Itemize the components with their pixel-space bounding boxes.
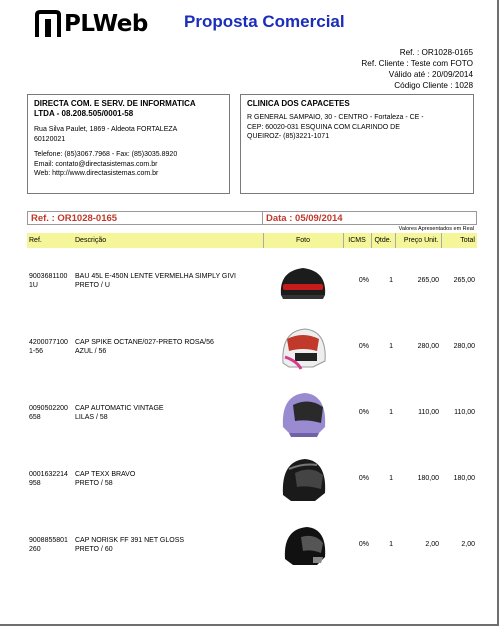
cell-text: LILAS / 58 (75, 414, 108, 421)
cell-text: 4200077100 (29, 338, 68, 346)
cell-desc (73, 512, 263, 578)
cell-preco: 265,00 (417, 277, 439, 285)
company-phones: Telefone: (85)3067.7968 - Fax: (85)3035.8920 (34, 151, 178, 158)
cell-text: AZUL / 56 (75, 348, 107, 355)
cell-photo (263, 380, 343, 446)
table-row (27, 512, 477, 578)
cell-photo (263, 512, 343, 578)
valid-until: Válido até : 20/09/2014 (388, 70, 473, 79)
cell-total: 280,00 (453, 343, 475, 351)
table-row (27, 446, 477, 512)
cell-preco: 110,00 (418, 409, 439, 417)
client-box (240, 94, 474, 194)
cell-text: 260 (29, 546, 41, 553)
col-qtde: Qtde. (371, 233, 395, 248)
cell-text: 958 (29, 480, 41, 487)
cell-text: 1U (29, 282, 38, 289)
table-row (27, 248, 477, 314)
client-name: CLINICA DOS CAPACETES (247, 99, 350, 108)
cell-ref (27, 314, 73, 380)
company-name: DIRECTA COM. E SERV. DE INFORMATICA (34, 99, 196, 108)
cell-qtde: 1 (389, 409, 393, 417)
cell-text: CAP SPIKE OCTANE/027-PRETO ROSA/56 (75, 338, 214, 346)
cell-preco: 280,00 (417, 343, 439, 351)
table-row (27, 314, 477, 380)
table-header-row (27, 233, 477, 248)
cell-desc (73, 380, 263, 446)
cell-text: PRETO / 60 (75, 546, 113, 553)
modular-helmet-photo (273, 515, 333, 575)
reference-block (361, 47, 473, 91)
cell-ref (27, 446, 73, 512)
cell-text: CAP NORISK FF 391 NET GLOSS (75, 536, 185, 544)
client-address-1: R GENERAL SAMPAIO, 30 - CENTRO - Fortaleza - CE - (247, 114, 424, 121)
cell-icms: 0% (358, 343, 369, 351)
cell-text: 9008855801 (29, 536, 68, 544)
cell-desc (73, 248, 263, 314)
lilac-helmet-photo (273, 383, 333, 443)
cell-icms: 0% (358, 475, 369, 483)
cell-qtde: 1 (389, 277, 393, 285)
cell-preco: 180,00 (417, 475, 439, 483)
col-total: Total (441, 233, 477, 248)
ref-cliente: Ref. Cliente : Teste com FOTO (361, 59, 473, 68)
cell-qtde: 1 (389, 541, 393, 549)
cell-qtde: 1 (389, 343, 393, 351)
page-title: Proposta Comercial (184, 12, 345, 31)
col-desc: Descrição (73, 233, 263, 248)
cell-ref (27, 248, 73, 314)
logo-text: PLWeb (64, 11, 148, 37)
client-code: Código Cliente : 1028 (394, 81, 473, 90)
cell-ref (27, 380, 73, 446)
company-zip: 60120021 (34, 135, 66, 143)
order-header (27, 211, 477, 225)
cell-photo (263, 314, 343, 380)
cell-photo (263, 248, 343, 314)
logo (34, 9, 148, 39)
col-preco: Preço Unit. (395, 233, 441, 248)
cell-photo (263, 446, 343, 512)
cell-qtde: 1 (389, 475, 393, 483)
top-case-photo (273, 251, 333, 311)
company-address: Rua Silva Paulet, 1869 - Aldeota FORTALEZA (34, 126, 178, 133)
cell-ref (27, 512, 73, 578)
cell-text: 0001632214 (29, 470, 68, 478)
company-box (27, 94, 230, 194)
col-foto: Foto (263, 233, 343, 248)
client-address-3: QUEIROZ- (85)3221-1071 (247, 133, 330, 140)
cell-text: 1-56 (29, 348, 44, 355)
ref-number: Ref. : OR1028-0165 (399, 48, 473, 57)
cell-text: 9003681100 (29, 272, 68, 280)
col-ref: Ref. (27, 233, 73, 248)
cell-text: 658 (29, 414, 41, 421)
company-cnpj: LTDA - 08.208.505/0001-58 (34, 109, 134, 118)
cell-text: PRETO / 58 (75, 480, 113, 487)
cell-icms: 0% (358, 409, 369, 417)
order-ref: Ref. : OR1028-0165 (31, 213, 118, 224)
cell-desc (73, 446, 263, 512)
company-email: Email: contato@directasistemas.com.br (34, 160, 158, 168)
cell-icms: 0% (358, 541, 369, 549)
cell-preco: 2,00 (425, 541, 439, 549)
currency-note: Valores Apresentados em Real (398, 226, 474, 232)
cell-text: CAP TEXX BRAVO (75, 470, 136, 478)
cell-text: 0090502200 (29, 404, 68, 412)
graphic-helmet-photo (273, 317, 333, 377)
col-icms: ICMS (343, 233, 371, 248)
cell-total: 110,00 (454, 409, 475, 417)
table-row (27, 380, 477, 446)
cell-desc (73, 314, 263, 380)
cell-text: CAP AUTOMATIC VINTAGE (75, 404, 164, 412)
order-date: Data : 05/09/2014 (266, 213, 343, 224)
cell-total: 2,00 (461, 541, 475, 549)
company-web: Web: http://www.directasistemas.com.br (34, 170, 159, 177)
items-table (27, 233, 477, 578)
logo-icon (34, 9, 62, 39)
cell-text: BAU 45L E-450N LENTE VERMELHA SIMPLY GIVI (75, 272, 236, 280)
client-address-2: CEP: 60020-031 ESQUINA COM CLARINDO DE (247, 123, 400, 131)
cell-total: 180,00 (453, 475, 475, 483)
cell-text: PRETO / U (75, 282, 110, 289)
cell-total: 265,00 (453, 277, 475, 285)
cell-icms: 0% (358, 277, 369, 285)
black-helmet-photo (273, 449, 333, 509)
